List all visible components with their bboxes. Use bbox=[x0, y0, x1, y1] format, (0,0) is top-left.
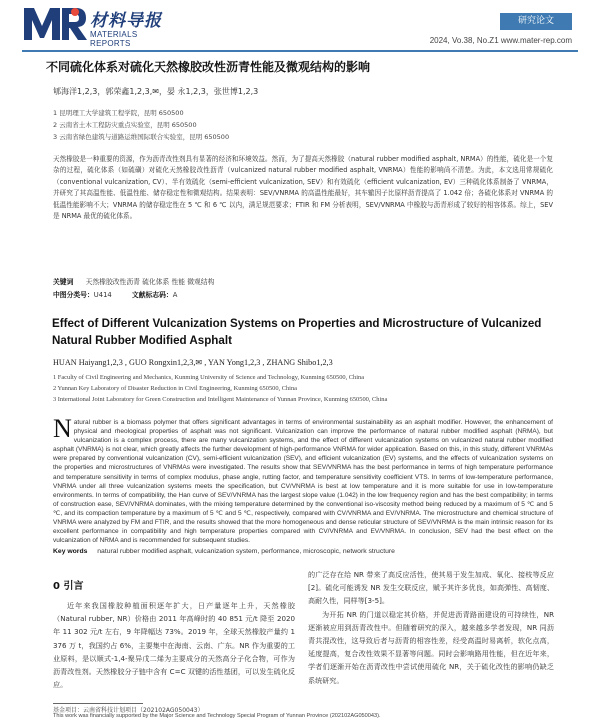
authors-cn: 郇海洋1,2,3，郭荣鑫1,2,3,✉，晏 永1,2,3，张世博1,2,3 bbox=[53, 87, 259, 96]
affiliation-cn-3: 3 云南省绿色建筑与道路运维国际联合实验室，昆明 650500 bbox=[53, 133, 230, 141]
body-paragraph: 的广泛存在给 NR 带来了高反应活性，使其易于发生加成、氧化、接枝等反应[2]。硫化可能诱发 NR 发生交联反应，赋予其许多优良，如高弹性、高韧度、高耐久性，同样等[3-5]。 bbox=[308, 570, 554, 606]
journal-name-cn: 材料导报 bbox=[90, 11, 162, 31]
class-value: U414 bbox=[93, 291, 112, 299]
keywords-value-en: natural rubber modified asphalt, vulcanization system, performance, microscopic, network structure bbox=[97, 548, 395, 555]
header-divider bbox=[22, 50, 578, 52]
drop-cap: N bbox=[53, 414, 72, 443]
body-column-left: 近年来我国橡胶种植面积逐年扩大，日产量逐年上升，天然橡胶（Natural rubber, NR）价格由 2011 年高峰时的 40 851 元/t 降至 2020 年 11 302 元/t 左右，9 年降幅达 73%。2019 年，全球天然橡胶产量约 1 376 万 t，我国约占 6%，主要集中在海南、云南、广东。NR 作为重要的工业原料，是以顺式-1,4-聚异戊二烯为主要成分的天然高分子化合物，可作为沥青改性剂。天然橡胶分子链中含有 C=C 双键的活性基团，可以发生硫化反应。 bbox=[53, 601, 295, 690]
affiliation-cn-2: 2 云南省土木工程防灾重点实验室，昆明 650500 bbox=[53, 121, 197, 129]
classification-cn bbox=[53, 289, 177, 299]
doc-code-label: 文献标志码： bbox=[131, 291, 173, 299]
article-title-en: Effect of Different Vulcanization Systems on Properties and Microstructure of Vulcanized Natural Rubber Modified Asphalt bbox=[52, 317, 542, 347]
keywords-cn bbox=[53, 276, 214, 286]
mr-logo-icon bbox=[22, 4, 88, 42]
keywords-en bbox=[53, 548, 395, 555]
abstract-cn: 天然橡胶是一种重要的资源，作为沥青改性剂具有显著的经济和环境效益。然而，为了提高天然橡胶（natural rubber modified asphalt, NRMA）的性能，硫化是一个复杂的过程，硫化体系（如硫磺）对硫化天然橡胶改性沥青（vulcanized natural rubber modified asphalt, VNRMA）性能的影响尚不清楚。为此，本文选用常规硫化（conventional vulcanization, CV）、半有效硫化（semi-efficient vulcanization, SEV）和有效硫化（efficient vulcanization, EV）三种硫化体系制备了 VNRMA，并研究了其高温性能、低温性能、储存稳定性和微观结构。结果表明：SEV/VNRMA 的高温性能最好，其车辙因子比原样沥青提高了 1.042 倍；各硫化体系对 VNRMA 的低温性能影响不大；VNRMA 的储存稳定性在 5 ℃ 和 6 ℃ 以内，满足规范要求；FTIR 和 FM 分析表明，SEV/VNRMA 中橡胶与沥青形成了较好的相容体系。综上，SEV 是 NRMA 最优的硫化体系。 bbox=[53, 155, 553, 221]
section-tag: 研究论文 bbox=[500, 13, 572, 30]
footnote-fund-en: This work was financially supported by the Major Science and Technology Special Program of Yunnan Province (202102AG050043). bbox=[53, 713, 381, 719]
affiliation-en-3: 3 International Joint Laboratory for Green Construction and Intelligent Maintenance of Yunnan Province, Kunming 650500, China bbox=[53, 396, 388, 403]
article-title-cn: 不同硫化体系对硫化天然橡胶改性沥青性能及微观结构的影响 bbox=[46, 60, 371, 74]
class-label: 中图分类号： bbox=[53, 291, 94, 299]
journal-logo bbox=[22, 4, 172, 48]
authors-en: HUAN Haiyang1,2,3 , GUO Rongxin1,2,3,✉ , YAN Yong1,2,3 , ZHANG Shibo1,2,3 bbox=[53, 358, 333, 367]
keywords-label-en: Key words bbox=[53, 548, 88, 555]
affiliation-en-1: 1 Faculty of Civil Engineering and Mechanics, Kunming University of Science and Technology, Kunming 650500, China bbox=[53, 374, 365, 381]
footnote-fund-cn: 基金项目：云南省科技计划项目（202102AG050043） bbox=[53, 707, 204, 714]
journal-name-en: MATERIALS REPORTS bbox=[90, 30, 138, 48]
affiliation-en-2: 2 Yunnan Key Laboratory of Disaster Reduction in Civil Engineering, Kunming 650500, China bbox=[53, 385, 297, 392]
section-heading-intro: 0 引言 bbox=[53, 581, 84, 592]
body-column-right bbox=[308, 568, 554, 687]
issue-info: 2024, Vo.38, No.Z1 www.mater-rep.com bbox=[429, 36, 572, 45]
abstract-en-text: atural rubber is a biomass polymer that offers significant advantages in terms of environmental sustainability as an asphalt modifier. However, the enhancement of physical and rheological properties of asphalt was not significant. Vulcanization can improve the performance of natural rubber modified asphalt (NRMA), but vulcanization is a complex process, there are many vulcanization systems, and the effect of different vulcanization systems on vulcanized natural rubber modified asphalt (VNRMA) is not clear, which greatly affects the further development of high-performance VNRMA for wider application. Based on this, in this study, different VNRMAs were prepared by conventional vulcanization (CV), semi-efficient vulcanization (SEV), and efficient vulcanization (EV) systems, and the effects of vulcanization systems on the properties and microstructures of VNRMAs were investigated. The results show that SEV/VNRMA has the best performance in terms of high temperature performance and temperature sensitivity in terms of complex modulus, phase angle, rutting factor, and temperature sensitivity coefficient VTS. In terms of low-temperature performance, VNRMA under all three vulcanization systems meets the specification, but CV/VNRMA is best at low temperature and it is more suitable for use in low-temperature environments. In terms of compatibility, the Han curve of SEV/VNRMA has the largest slope value (1.042) in the low frequency region and has the best compatibility; in terms of construction ease, SEV/VNRMA dominates, with the mixing temperature determined by the conventional iso-viscosity method being reduced by a maximum of 5 ℃ and 5 ℃, and its compaction temperature by a maximum of 5 ℃ and 5 ℃, respectively, compared with CV/VNRMA and EV/VNRMA. The microstructure and chemical structure of VNRMA were analyzed by FM and FTIR, and the results showed that the more homogeneous and dense reticular structure of SEV/VNRMA is the main intrinsic reason for its excellent performance in compatibility and high temperature properties compared with CV/VNRMA and EV/VNRMA. In conclusion, SEV had the best effect on the vulcanization of NRMA and is recommended for subsequent studies. bbox=[53, 419, 553, 545]
footnote-divider bbox=[53, 703, 143, 704]
doc-code-value: A bbox=[172, 291, 178, 299]
body-paragraph: 为开拓 NR 的门道以稳定其价格，并促进沥青路面建设的可持续性，NR 逐渐被应用到沥青改性中。但随着研究的深入，越来越多学者发现，NR 同沥青共混改性，这导致后者与沥青的相容性差，经受高温时易离析，软化点高，延度提高，复合改性效果不显著等问题。同时会影响路用性能，但在近年来，学者们逐渐开始在沥青改性中尝试使用硫化 NR，关于硫化改性的影响仍缺乏系统研究。 bbox=[308, 609, 554, 685]
abstract-en bbox=[53, 414, 553, 545]
keywords-value-cn: 天然橡胶改性沥青 硫化体系 性能 微观结构 bbox=[85, 278, 215, 286]
keywords-label-cn: 关键词 bbox=[53, 278, 74, 286]
affiliation-cn-1: 1 昆明理工大学建筑工程学院，昆明 650500 bbox=[53, 109, 184, 117]
